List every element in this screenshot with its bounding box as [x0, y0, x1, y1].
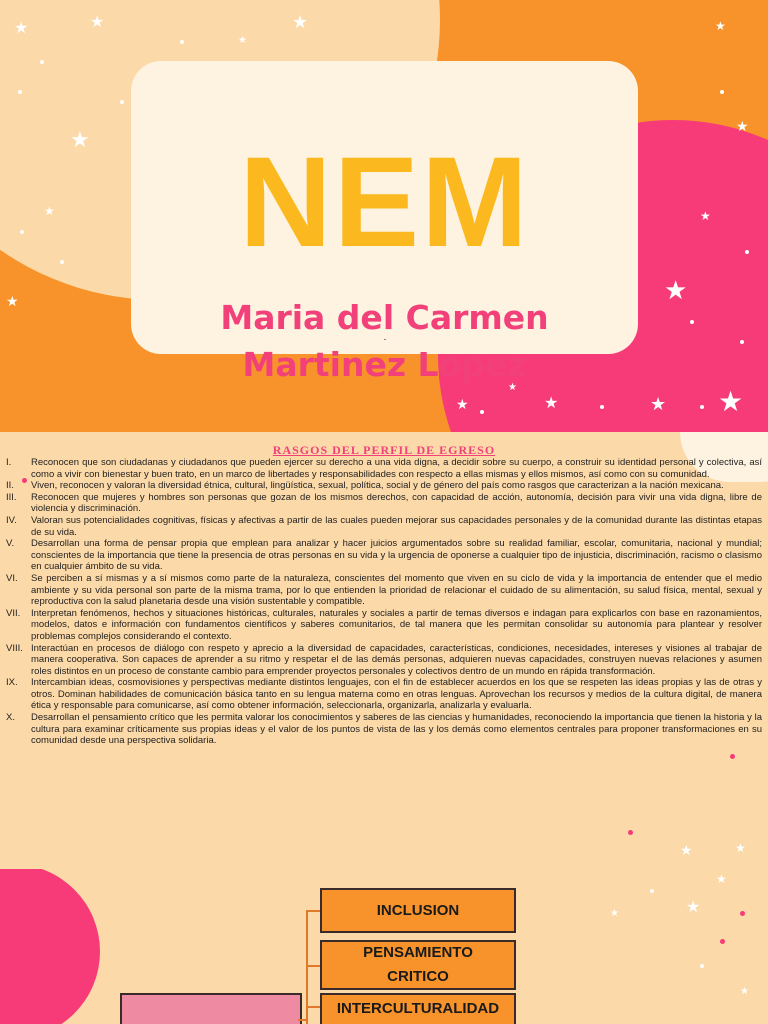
- concept-box-pensamiento: PENSAMIENTO CRITICO: [320, 940, 516, 990]
- star-icon: ★: [740, 986, 749, 997]
- item-text: Desarrollan el pensamiento crítico que les permita valorar los conocimientos y saberes de las ciencias y humanidades, reconociendo la importancia que tienen la historia y la cultura para examinar críticamente sus propias ideas y el valor de los puntos de vista de las y los demás como elementos centrales para proponer transformaciones en su comunidad desde una perspectiva solidaria.: [31, 712, 762, 747]
- concept-box-inclusion: INCLUSION: [320, 888, 516, 933]
- list-item: [6, 457, 762, 480]
- author-name-line2: Martinez Lopez: [242, 345, 527, 384]
- pink-blob: [0, 869, 100, 1024]
- cover-slide: [0, 0, 768, 432]
- diagram-slide: [0, 869, 768, 1024]
- author-name-line1: Maria del Carmen: [220, 298, 549, 337]
- list-item: [6, 538, 762, 573]
- pink-dot: [720, 939, 725, 944]
- dot: [690, 320, 694, 324]
- star-icon: ★: [70, 128, 90, 153]
- list-item: [6, 677, 762, 712]
- star-icon: ★: [90, 12, 105, 31]
- dot: [20, 230, 24, 234]
- connector-line: [306, 1006, 320, 1008]
- dot: [40, 60, 44, 64]
- star-icon: ★: [544, 393, 559, 412]
- star-icon: ★: [686, 897, 701, 916]
- dot: [180, 40, 184, 44]
- item-number: V.: [6, 538, 15, 550]
- connector-line: [298, 1019, 308, 1021]
- item-text: Reconocen que son ciudadanas y ciudadanos que pueden ejercer su derecho a una vida digna, a decidir sobre su cuerpo, a construir su identidad personal y colectiva, así como a vivir con bienestar y buen trato, en un marco de libertades y responsabilidades con respecto a ellas mismas y ellos mismos, así como con su comunidad.: [31, 457, 762, 480]
- item-number: III.: [6, 491, 17, 503]
- star-icon: ★: [736, 119, 749, 135]
- item-number: X.: [6, 712, 15, 724]
- dot: [18, 90, 22, 94]
- connector-line: [306, 910, 320, 912]
- star-icon: ★: [650, 394, 667, 415]
- dot: [745, 250, 749, 254]
- star-icon: ★: [14, 18, 29, 37]
- item-text: Viven, reconocen y valoran la diversidad étnica, cultural, lingüística, sexual, política, social y de género del país como rasgos que caracterizan a la nación mexicana.: [31, 480, 724, 492]
- dot: [600, 405, 604, 409]
- dot: [650, 889, 654, 893]
- star-icon: ★: [715, 19, 726, 33]
- author-name: [131, 294, 638, 388]
- star-icon: ★: [610, 908, 619, 919]
- profile-heading: RASGOS DEL PERFIL DE EGRESO: [272, 443, 496, 457]
- item-text: Intercambian ideas, cosmovisiones y perspectivas mediante distintos lenguajes, con el fin de establecer acuerdos en los que se respeten las ideas propias y las de otras y otros. Dominan habilidades de comunicación básica tanto en su lengua materna como en otras lenguas. Aprovechan los recursos y medios de la cultura digital, de manera ética y responsable para comunicarse, así como obtener información, seleccionarla, organizarla, analizarla y evaluarla.: [31, 677, 762, 712]
- star-icon: ★: [735, 841, 746, 855]
- item-text: Desarrollan una forma de pensar propia que emplean para analizar y hacer juicios argumentados sobre su realidad familiar, escolar, comunitaria, nacional y mundial; conscientes de la importancia que tiene la presencia de otras personas en su vida y la urgencia de oponerse a cualquier tipo de injusticia, discriminación, racismo o clasismo en cualquier ámbito de su vida.: [31, 538, 762, 573]
- connector-line: [306, 965, 320, 967]
- dot: [120, 100, 124, 104]
- star-icon: ★: [292, 12, 309, 33]
- dot: [700, 964, 704, 968]
- list-item: [6, 573, 762, 608]
- pink-dot: [628, 830, 633, 835]
- item-number: VII.: [6, 607, 21, 619]
- star-icon: ★: [508, 382, 517, 393]
- cover-title: NEM: [239, 131, 530, 274]
- star-icon: ★: [716, 872, 727, 886]
- star-icon: ★: [718, 385, 744, 418]
- title-card: [131, 61, 638, 384]
- item-text: Valoran sus potencialidades cognitivas, físicas y afectivas a partir de las cuales pueden mejorar sus capacidades personales y de la comunidad durante las distintas etapas de su vida.: [31, 514, 762, 538]
- item-number: VIII.: [6, 642, 23, 654]
- list-item: [6, 515, 762, 538]
- star-icon: ★: [680, 843, 693, 859]
- central-concept-box: [120, 993, 302, 1024]
- list-item: [6, 643, 762, 678]
- star-icon: ★: [44, 204, 55, 218]
- item-number: VI.: [6, 572, 18, 584]
- card-dot: [384, 339, 386, 340]
- item-text: Reconocen que mujeres y hombres son personas que gozan de los mismos derechos, con capacidad de acción, autonomía, decisión para vivir una vida digna, libre de violencia y discriminación.: [31, 491, 762, 515]
- concept-box-interculturalidad: INTERCULTURALIDAD: [320, 993, 516, 1024]
- star-icon: ★: [6, 294, 19, 310]
- item-text: Se perciben a sí mismas y a sí mismos como parte de la naturaleza, conscientes del momento que viven en su ciclo de vida y la importancia de entender que el medio ambiente y su vida personal son parte de la misma trama, por lo que entienden la prioridad de relacionar el cuidado de su alimentación, su salud física, mental, sexual y reproductiva con la salud planetaria desde una visión sustentable y compatible.: [31, 572, 762, 608]
- list-item: [6, 608, 762, 643]
- profile-list: [6, 457, 762, 747]
- item-text: Interpretan fenómenos, hechos y situaciones históricas, culturales, naturales y sociales a partir de temas diversos e indagan para explicarlos con base en razonamientos, modelos, datos e información con fundamentos científicos y saberes comunitarios, de tal manera que les permitan consolidar su autonomía para plantear y resolver problemas complejos considerando el contexto.: [31, 607, 762, 642]
- star-icon: ★: [456, 397, 469, 413]
- item-number: IX.: [6, 677, 18, 689]
- item-number: II.: [6, 480, 14, 492]
- list-item: [6, 712, 762, 747]
- dot: [480, 410, 484, 414]
- item-number: IV.: [6, 514, 17, 526]
- profile-slide: [0, 432, 768, 869]
- list-item: [6, 480, 762, 492]
- dot: [60, 260, 64, 264]
- star-icon: ★: [238, 35, 247, 46]
- dot: [740, 340, 744, 344]
- pink-dot: [740, 911, 745, 916]
- dot: [700, 405, 704, 409]
- dot: [720, 90, 724, 94]
- star-icon: ★: [664, 276, 688, 306]
- pink-dot: [730, 754, 735, 759]
- item-number: I.: [6, 457, 12, 468]
- star-icon: ★: [700, 209, 711, 223]
- item-text: Interactúan en procesos de diálogo con respeto y aprecio a la diversidad de capacidades, características, condiciones, necesidades, intereses y visiones al trabajar de manera cooperativa. Son capaces de aprender a su ritmo y respetar el de las demás personas, adquieren nuevas capacidades, construyen nuevas relaciones y asumen roles distintos en un proceso de constante cambio para emprender proyectos personales y colectivos dentro de un mundo en rápida transformación.: [31, 642, 762, 677]
- list-item: [6, 492, 762, 515]
